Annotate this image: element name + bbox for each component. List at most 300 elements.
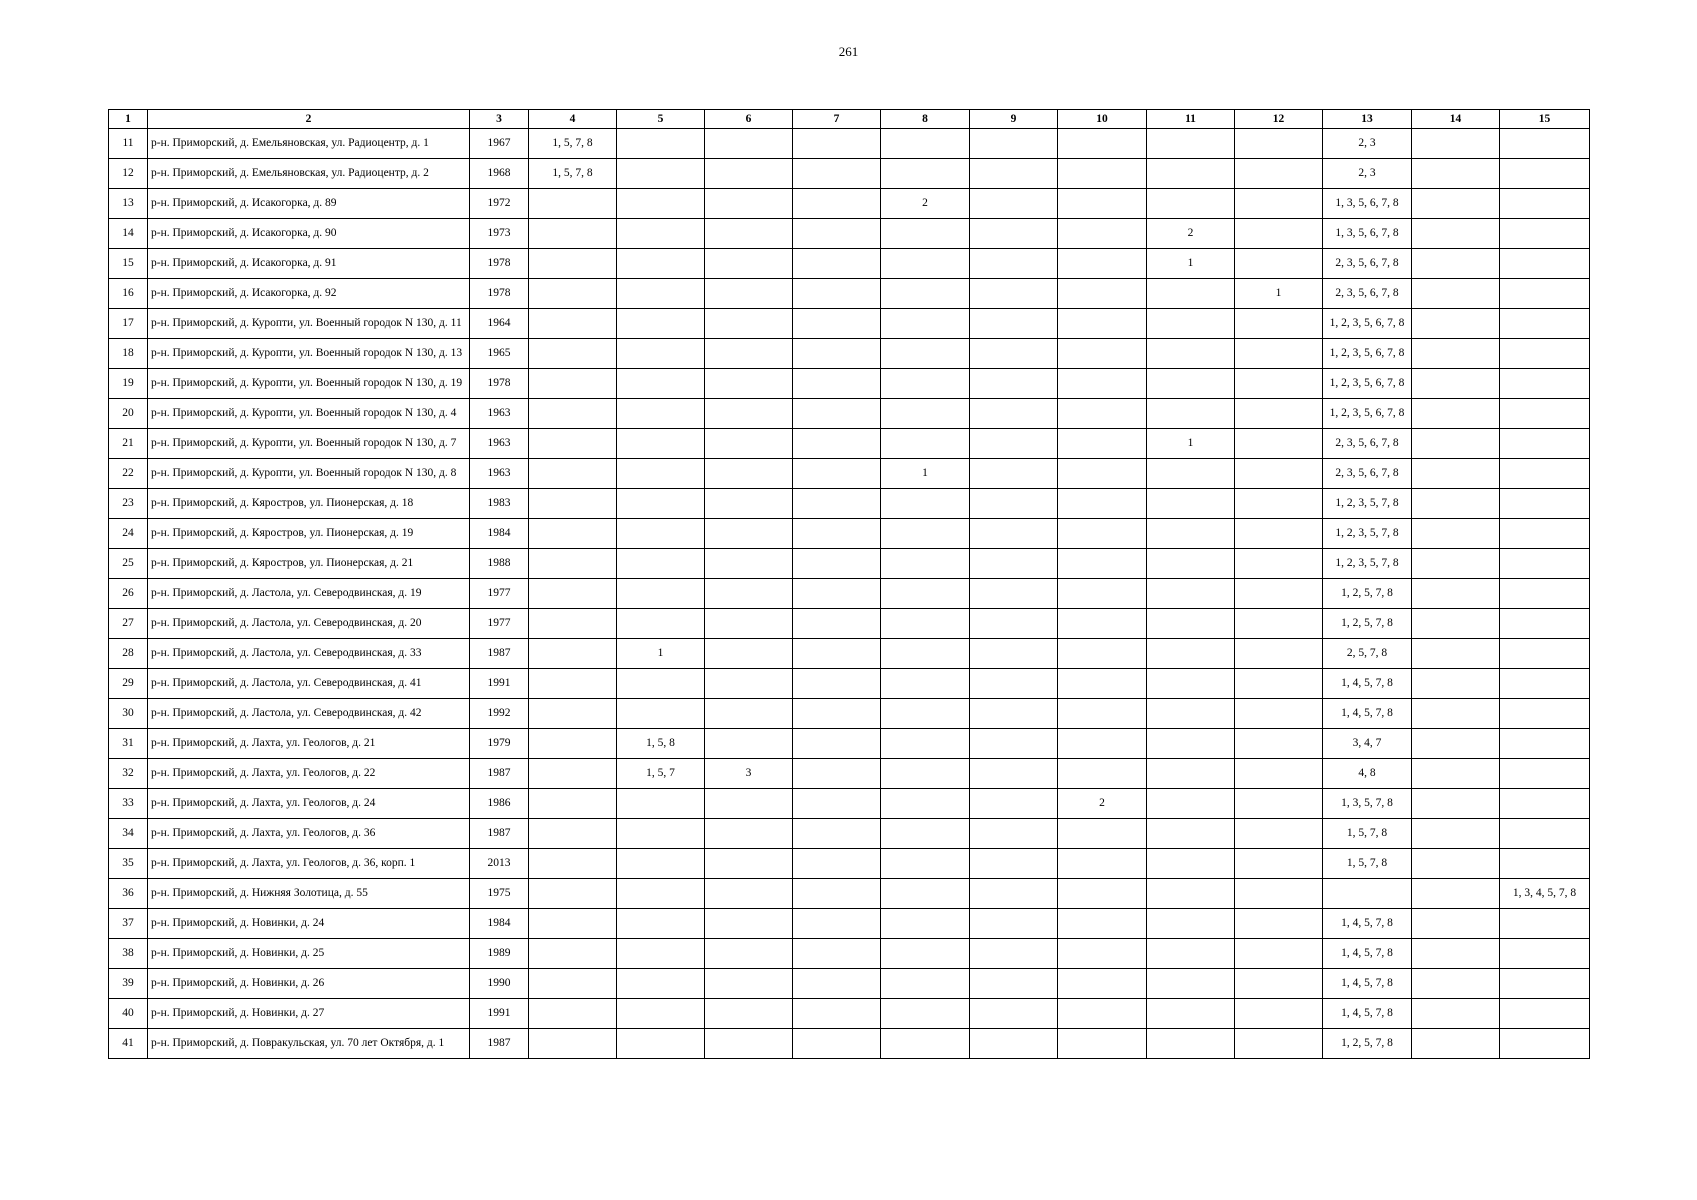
table-cell-col-3: 1987 <box>470 639 529 669</box>
table-cell-col-6 <box>705 489 793 519</box>
table-cell-col-4 <box>529 639 617 669</box>
table-cell-col-6 <box>705 849 793 879</box>
table-cell-col-8 <box>881 669 970 699</box>
table-cell-col-2: р-н. Приморский, д. Исакогорка, д. 89 <box>148 189 470 219</box>
table-cell-col-1: 22 <box>109 459 148 489</box>
table-cell-col-8 <box>881 849 970 879</box>
table-row <box>109 279 1590 309</box>
table-cell-col-2: р-н. Приморский, д. Куропти, ул. Военный городок N 130, д. 13 <box>148 339 470 369</box>
table-cell-col-7 <box>793 1029 881 1059</box>
table-cell-col-3: 1989 <box>470 939 529 969</box>
table-cell-col-10 <box>1058 549 1147 579</box>
header-row <box>109 110 1590 129</box>
table-cell-col-8 <box>881 579 970 609</box>
table-cell-col-7 <box>793 789 881 819</box>
table-cell-col-8 <box>881 699 970 729</box>
table-cell-col-11 <box>1147 309 1235 339</box>
table-cell-col-7 <box>793 339 881 369</box>
table-cell-col-11 <box>1147 729 1235 759</box>
table-cell-col-5 <box>617 399 705 429</box>
table-cell-col-6 <box>705 189 793 219</box>
table-cell-col-3: 1977 <box>470 579 529 609</box>
table-cell-col-7 <box>793 819 881 849</box>
table-cell-col-11 <box>1147 549 1235 579</box>
table-cell-col-4 <box>529 819 617 849</box>
table-cell-col-4 <box>529 399 617 429</box>
table-cell-col-9 <box>970 279 1058 309</box>
table-cell-col-5 <box>617 519 705 549</box>
table-cell-col-12 <box>1235 759 1323 789</box>
table-cell-col-11 <box>1147 339 1235 369</box>
table-cell-col-3: 1984 <box>470 909 529 939</box>
table-cell-col-2: р-н. Приморский, д. Лахта, ул. Геологов, д. 22 <box>148 759 470 789</box>
table-cell-col-7 <box>793 579 881 609</box>
table-cell-col-2: р-н. Приморский, д. Ластола, ул. Северодвинская, д. 20 <box>148 609 470 639</box>
table-cell-col-15 <box>1500 609 1590 639</box>
table-cell-col-1: 20 <box>109 399 148 429</box>
table-cell-col-9 <box>970 669 1058 699</box>
table-cell-col-4 <box>529 609 617 639</box>
table-cell-col-7 <box>793 909 881 939</box>
table-cell-col-13: 1, 3, 5, 7, 8 <box>1323 789 1412 819</box>
table-cell-col-10 <box>1058 189 1147 219</box>
table-cell-col-3: 1968 <box>470 159 529 189</box>
table-row <box>109 309 1590 339</box>
table-row <box>109 489 1590 519</box>
table-cell-col-5 <box>617 159 705 189</box>
table-row <box>109 429 1590 459</box>
table-cell-col-7 <box>793 639 881 669</box>
table-cell-col-1: 11 <box>109 129 148 159</box>
table-cell-col-9 <box>970 819 1058 849</box>
table-cell-col-6 <box>705 219 793 249</box>
table-cell-col-5 <box>617 459 705 489</box>
table-cell-col-5 <box>617 189 705 219</box>
table-cell-col-15 <box>1500 759 1590 789</box>
table-cell-col-8 <box>881 819 970 849</box>
table-cell-col-3: 1964 <box>470 309 529 339</box>
table-cell-col-5 <box>617 219 705 249</box>
table-cell-col-14 <box>1412 999 1500 1029</box>
table-cell-col-3: 1977 <box>470 609 529 639</box>
table-cell-col-10 <box>1058 159 1147 189</box>
table-row <box>109 549 1590 579</box>
table-cell-col-1: 15 <box>109 249 148 279</box>
table-cell-col-6 <box>705 939 793 969</box>
table-cell-col-3: 1984 <box>470 519 529 549</box>
table-cell-col-8 <box>881 909 970 939</box>
table-cell-col-4 <box>529 219 617 249</box>
table-row <box>109 159 1590 189</box>
table-cell-col-8 <box>881 639 970 669</box>
table-cell-col-2: р-н. Приморский, д. Лахта, ул. Геологов, д. 24 <box>148 789 470 819</box>
table-cell-col-4 <box>529 489 617 519</box>
table-cell-col-13: 1, 4, 5, 7, 8 <box>1323 969 1412 999</box>
table-cell-col-3: 1978 <box>470 279 529 309</box>
table-cell-col-6 <box>705 879 793 909</box>
table-cell-col-8 <box>881 249 970 279</box>
table-row <box>109 849 1590 879</box>
table-cell-col-10 <box>1058 639 1147 669</box>
table-cell-col-14 <box>1412 849 1500 879</box>
table-cell-col-6 <box>705 669 793 699</box>
table-cell-col-14 <box>1412 969 1500 999</box>
table-row <box>109 579 1590 609</box>
table-cell-col-1: 36 <box>109 879 148 909</box>
table-cell-col-11 <box>1147 969 1235 999</box>
table-cell-col-11 <box>1147 489 1235 519</box>
table-cell-col-10 <box>1058 879 1147 909</box>
table-cell-col-8 <box>881 759 970 789</box>
table-cell-col-4 <box>529 669 617 699</box>
table-cell-col-10 <box>1058 729 1147 759</box>
table-cell-col-12 <box>1235 159 1323 189</box>
column-header-15: 15 <box>1500 110 1590 129</box>
table-cell-col-13: 2, 3, 5, 6, 7, 8 <box>1323 249 1412 279</box>
table-cell-col-7 <box>793 129 881 159</box>
table-cell-col-13: 1, 2, 5, 7, 8 <box>1323 609 1412 639</box>
table-cell-col-4 <box>529 279 617 309</box>
table-cell-col-11: 2 <box>1147 219 1235 249</box>
table-row <box>109 789 1590 819</box>
table-row <box>109 399 1590 429</box>
table-cell-col-15 <box>1500 339 1590 369</box>
table-cell-col-14 <box>1412 249 1500 279</box>
table-cell-col-7 <box>793 459 881 489</box>
table-cell-col-7 <box>793 999 881 1029</box>
table-cell-col-2: р-н. Приморский, д. Емельяновская, ул. Радиоцентр, д. 2 <box>148 159 470 189</box>
table-cell-col-7 <box>793 399 881 429</box>
table-cell-col-13: 1, 5, 7, 8 <box>1323 849 1412 879</box>
table-cell-col-14 <box>1412 429 1500 459</box>
table-cell-col-10 <box>1058 699 1147 729</box>
table-cell-col-5 <box>617 249 705 279</box>
table-cell-col-6 <box>705 729 793 759</box>
table-cell-col-3: 1975 <box>470 879 529 909</box>
table-cell-col-3: 1987 <box>470 1029 529 1059</box>
table-cell-col-9 <box>970 219 1058 249</box>
table-row <box>109 729 1590 759</box>
table-cell-col-12 <box>1235 369 1323 399</box>
table-cell-col-11 <box>1147 189 1235 219</box>
table-cell-col-5 <box>617 369 705 399</box>
table-cell-col-10 <box>1058 309 1147 339</box>
table-cell-col-3: 1979 <box>470 729 529 759</box>
table-cell-col-5 <box>617 879 705 909</box>
table-cell-col-4 <box>529 369 617 399</box>
table-cell-col-1: 19 <box>109 369 148 399</box>
table-cell-col-10 <box>1058 969 1147 999</box>
table-cell-col-9 <box>970 129 1058 159</box>
table-cell-col-8 <box>881 969 970 999</box>
table-cell-col-2: р-н. Приморский, д. Ластола, ул. Северодвинская, д. 41 <box>148 669 470 699</box>
table-cell-col-9 <box>970 339 1058 369</box>
table-cell-col-11 <box>1147 909 1235 939</box>
table-cell-col-11 <box>1147 279 1235 309</box>
table-cell-col-13: 1, 2, 3, 5, 7, 8 <box>1323 489 1412 519</box>
table-cell-col-8 <box>881 339 970 369</box>
column-header-4: 4 <box>529 110 617 129</box>
table-cell-col-10 <box>1058 669 1147 699</box>
table-cell-col-2: р-н. Приморский, д. Повракульская, ул. 70 лет Октября, д. 1 <box>148 1029 470 1059</box>
table-cell-col-8 <box>881 999 970 1029</box>
table-cell-col-2: р-н. Приморский, д. Лахта, ул. Геологов, д. 21 <box>148 729 470 759</box>
table-cell-col-9 <box>970 399 1058 429</box>
table-cell-col-6 <box>705 279 793 309</box>
table-cell-col-10 <box>1058 579 1147 609</box>
table-cell-col-3: 1973 <box>470 219 529 249</box>
table-cell-col-12 <box>1235 849 1323 879</box>
table-cell-col-12 <box>1235 249 1323 279</box>
table-cell-col-7 <box>793 279 881 309</box>
table-cell-col-9 <box>970 459 1058 489</box>
table-cell-col-14 <box>1412 759 1500 789</box>
table-cell-col-2: р-н. Приморский, д. Куропти, ул. Военный городок N 130, д. 19 <box>148 369 470 399</box>
table-cell-col-3: 2013 <box>470 849 529 879</box>
table-cell-col-6 <box>705 999 793 1029</box>
table-cell-col-3: 1967 <box>470 129 529 159</box>
table-cell-col-5 <box>617 909 705 939</box>
table-cell-col-15 <box>1500 939 1590 969</box>
table-cell-col-1: 26 <box>109 579 148 609</box>
table-cell-col-11 <box>1147 879 1235 909</box>
table-cell-col-3: 1986 <box>470 789 529 819</box>
table-cell-col-11 <box>1147 459 1235 489</box>
table-cell-col-12 <box>1235 969 1323 999</box>
table-cell-col-13: 1, 4, 5, 7, 8 <box>1323 699 1412 729</box>
table-cell-col-10 <box>1058 849 1147 879</box>
table-cell-col-13: 4, 8 <box>1323 759 1412 789</box>
table-cell-col-12 <box>1235 189 1323 219</box>
table-cell-col-3: 1965 <box>470 339 529 369</box>
table-cell-col-11 <box>1147 609 1235 639</box>
table-cell-col-4 <box>529 549 617 579</box>
table-cell-col-15 <box>1500 849 1590 879</box>
table-cell-col-2: р-н. Приморский, д. Новинки, д. 26 <box>148 969 470 999</box>
table-cell-col-15 <box>1500 1029 1590 1059</box>
column-header-13: 13 <box>1323 110 1412 129</box>
table-cell-col-9 <box>970 369 1058 399</box>
table-cell-col-8 <box>881 309 970 339</box>
table-cell-col-14 <box>1412 549 1500 579</box>
table-cell-col-1: 30 <box>109 699 148 729</box>
table-cell-col-1: 32 <box>109 759 148 789</box>
table-cell-col-12 <box>1235 579 1323 609</box>
table-cell-col-1: 31 <box>109 729 148 759</box>
table-row <box>109 1029 1590 1059</box>
table-cell-col-13: 1, 2, 5, 7, 8 <box>1323 579 1412 609</box>
table-cell-col-4 <box>529 309 617 339</box>
table-cell-col-10 <box>1058 279 1147 309</box>
table-cell-col-15 <box>1500 549 1590 579</box>
table-cell-col-6 <box>705 459 793 489</box>
table-cell-col-13 <box>1323 879 1412 909</box>
table-cell-col-14 <box>1412 609 1500 639</box>
table-cell-col-12 <box>1235 699 1323 729</box>
table-cell-col-6 <box>705 309 793 339</box>
table-cell-col-8 <box>881 219 970 249</box>
table-cell-col-7 <box>793 609 881 639</box>
table-cell-col-8: 2 <box>881 189 970 219</box>
table-row <box>109 339 1590 369</box>
table-cell-col-15 <box>1500 279 1590 309</box>
table-cell-col-11 <box>1147 579 1235 609</box>
table-cell-col-5 <box>617 339 705 369</box>
table-cell-col-9 <box>970 579 1058 609</box>
table-cell-col-15 <box>1500 819 1590 849</box>
table-cell-col-11 <box>1147 999 1235 1029</box>
table-cell-col-10 <box>1058 459 1147 489</box>
table-cell-col-4 <box>529 189 617 219</box>
table-cell-col-5 <box>617 699 705 729</box>
table-cell-col-2: р-н. Приморский, д. Кяростров, ул. Пионерская, д. 21 <box>148 549 470 579</box>
table-cell-col-10 <box>1058 519 1147 549</box>
table-cell-col-15 <box>1500 909 1590 939</box>
table-cell-col-3: 1991 <box>470 999 529 1029</box>
table-cell-col-8 <box>881 939 970 969</box>
table-cell-col-6 <box>705 579 793 609</box>
table-cell-col-13: 2, 3, 5, 6, 7, 8 <box>1323 429 1412 459</box>
table-cell-col-15 <box>1500 249 1590 279</box>
table-cell-col-12 <box>1235 609 1323 639</box>
table-cell-col-10: 2 <box>1058 789 1147 819</box>
table-cell-col-2: р-н. Приморский, д. Ластола, ул. Северодвинская, д. 42 <box>148 699 470 729</box>
table-body <box>109 129 1590 1059</box>
table-cell-col-1: 35 <box>109 849 148 879</box>
table-cell-col-14 <box>1412 459 1500 489</box>
table-cell-col-4: 1, 5, 7, 8 <box>529 159 617 189</box>
table-cell-col-4 <box>529 849 617 879</box>
table-cell-col-5 <box>617 939 705 969</box>
table-cell-col-13: 1, 5, 7, 8 <box>1323 819 1412 849</box>
table-cell-col-8 <box>881 549 970 579</box>
table-cell-col-5 <box>617 1029 705 1059</box>
table-cell-col-7 <box>793 699 881 729</box>
table-cell-col-7 <box>793 729 881 759</box>
table-cell-col-9 <box>970 639 1058 669</box>
table-cell-col-5 <box>617 429 705 459</box>
table-cell-col-8 <box>881 789 970 819</box>
table-cell-col-3: 1987 <box>470 819 529 849</box>
table-cell-col-5 <box>617 669 705 699</box>
column-header-7: 7 <box>793 110 881 129</box>
column-header-14: 14 <box>1412 110 1500 129</box>
table-cell-col-7 <box>793 969 881 999</box>
table-cell-col-13: 1, 4, 5, 7, 8 <box>1323 999 1412 1029</box>
table-cell-col-10 <box>1058 339 1147 369</box>
table-cell-col-8 <box>881 279 970 309</box>
table-cell-col-15 <box>1500 489 1590 519</box>
table-cell-col-14 <box>1412 489 1500 519</box>
table-cell-col-13: 1, 2, 3, 5, 6, 7, 8 <box>1323 369 1412 399</box>
table-cell-col-14 <box>1412 519 1500 549</box>
table-cell-col-8 <box>881 729 970 759</box>
table-cell-col-12 <box>1235 639 1323 669</box>
table-cell-col-6 <box>705 519 793 549</box>
table-cell-col-14 <box>1412 669 1500 699</box>
table-cell-col-11 <box>1147 519 1235 549</box>
table-cell-col-15 <box>1500 309 1590 339</box>
table-cell-col-10 <box>1058 1029 1147 1059</box>
table-cell-col-4 <box>529 519 617 549</box>
column-header-12: 12 <box>1235 110 1323 129</box>
table-cell-col-1: 28 <box>109 639 148 669</box>
table-cell-col-14 <box>1412 339 1500 369</box>
table-cell-col-8 <box>881 879 970 909</box>
table-row <box>109 129 1590 159</box>
table-cell-col-3: 1963 <box>470 429 529 459</box>
page-number: 261 <box>838 44 859 59</box>
table-cell-col-12 <box>1235 309 1323 339</box>
table-cell-col-9 <box>970 729 1058 759</box>
table-cell-col-10 <box>1058 939 1147 969</box>
table-cell-col-4 <box>529 729 617 759</box>
table-cell-col-2: р-н. Приморский, д. Лахта, ул. Геологов, д. 36 <box>148 819 470 849</box>
table-cell-col-13: 1, 2, 3, 5, 7, 8 <box>1323 549 1412 579</box>
table-cell-col-13: 1, 4, 5, 7, 8 <box>1323 909 1412 939</box>
table-cell-col-14 <box>1412 399 1500 429</box>
table-cell-col-15 <box>1500 639 1590 669</box>
table-cell-col-13: 2, 3 <box>1323 129 1412 159</box>
table-cell-col-2: р-н. Приморский, д. Кяростров, ул. Пионерская, д. 18 <box>148 489 470 519</box>
table-cell-col-12 <box>1235 489 1323 519</box>
column-header-2: 2 <box>148 110 470 129</box>
table-row <box>109 609 1590 639</box>
table-cell-col-3: 1983 <box>470 489 529 519</box>
table-cell-col-5 <box>617 489 705 519</box>
table-cell-col-15 <box>1500 369 1590 399</box>
table-cell-col-13: 1, 2, 3, 5, 7, 8 <box>1323 519 1412 549</box>
table-cell-col-10 <box>1058 369 1147 399</box>
table-cell-col-9 <box>970 429 1058 459</box>
table-cell-col-10 <box>1058 219 1147 249</box>
table-cell-col-6 <box>705 339 793 369</box>
table-cell-col-6 <box>705 609 793 639</box>
table-cell-col-5: 1, 5, 7 <box>617 759 705 789</box>
table-cell-col-1: 13 <box>109 189 148 219</box>
table-row <box>109 879 1590 909</box>
table-cell-col-5 <box>617 129 705 159</box>
table-cell-col-3: 1992 <box>470 699 529 729</box>
table-cell-col-1: 37 <box>109 909 148 939</box>
table-row <box>109 459 1590 489</box>
table-cell-col-2: р-н. Приморский, д. Емельяновская, ул. Радиоцентр, д. 1 <box>148 129 470 159</box>
table-cell-col-2: р-н. Приморский, д. Куропти, ул. Военный городок N 130, д. 8 <box>148 459 470 489</box>
table-row <box>109 909 1590 939</box>
table-cell-col-14 <box>1412 639 1500 669</box>
table-cell-col-12 <box>1235 999 1323 1029</box>
table-cell-col-13: 3, 4, 7 <box>1323 729 1412 759</box>
table-cell-col-7 <box>793 489 881 519</box>
table-cell-col-7 <box>793 759 881 789</box>
table-cell-col-9 <box>970 189 1058 219</box>
table-cell-col-7 <box>793 429 881 459</box>
table-cell-col-11 <box>1147 939 1235 969</box>
table-cell-col-6 <box>705 639 793 669</box>
table-cell-col-11 <box>1147 399 1235 429</box>
table-cell-col-11 <box>1147 639 1235 669</box>
table-cell-col-14 <box>1412 1029 1500 1059</box>
table-cell-col-1: 38 <box>109 939 148 969</box>
table-cell-col-11: 1 <box>1147 429 1235 459</box>
table-cell-col-2: р-н. Приморский, д. Куропти, ул. Военный городок N 130, д. 11 <box>148 309 470 339</box>
table-cell-col-2: р-н. Приморский, д. Новинки, д. 27 <box>148 999 470 1029</box>
table-cell-col-9 <box>970 939 1058 969</box>
table-cell-col-3: 1963 <box>470 399 529 429</box>
table-cell-col-7 <box>793 189 881 219</box>
table-cell-col-10 <box>1058 999 1147 1029</box>
table-cell-col-7 <box>793 879 881 909</box>
